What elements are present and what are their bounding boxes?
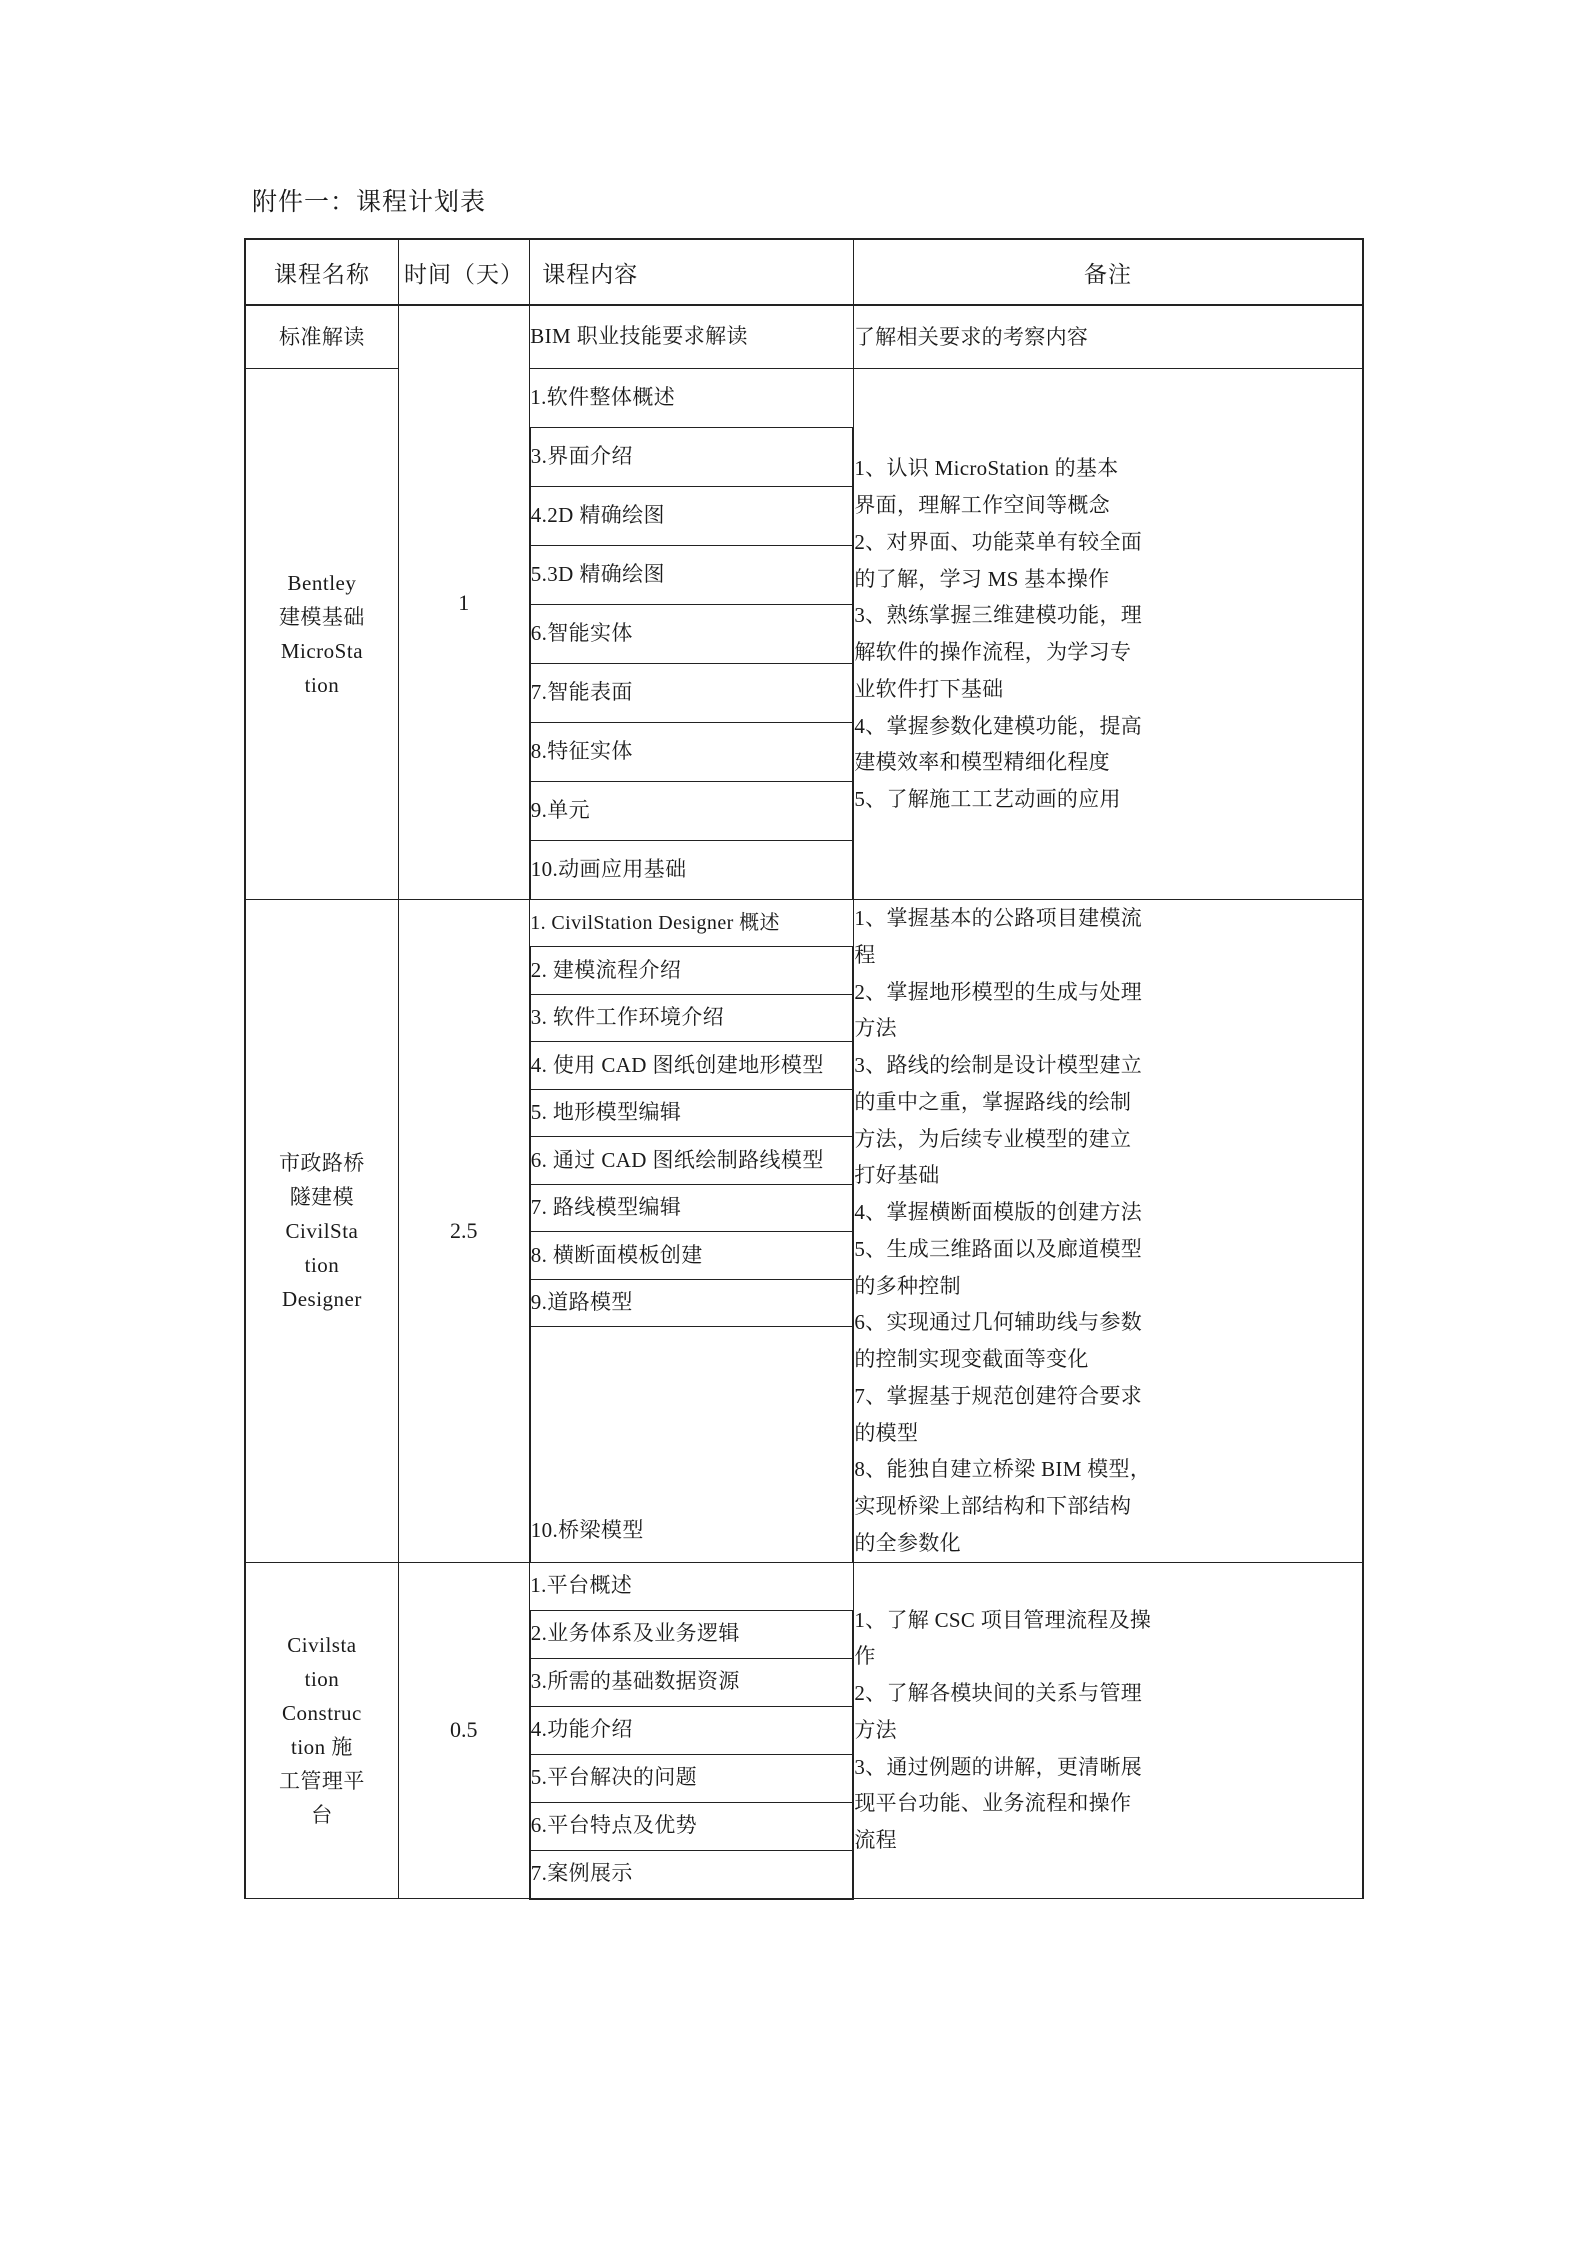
course-name-civilstation-designer: 市政路桥 隧建模 CivilSta tion Designer bbox=[245, 900, 398, 1563]
table-header-row bbox=[245, 239, 1363, 305]
course-remark-standard: 了解相关要求的考察内容 bbox=[853, 305, 1363, 369]
course-content-item: 10.桥梁模型 bbox=[530, 1327, 854, 1562]
course-content-item: 3.所需的基础数据资源 bbox=[530, 1658, 854, 1706]
course-content-item: 6.平台特点及优势 bbox=[530, 1802, 854, 1850]
course-time-civilstation-designer: 2.5 bbox=[398, 900, 529, 1563]
course-content-item: 4.2D 精确绘图 bbox=[530, 487, 854, 546]
course-content-item: 1.平台概述 bbox=[530, 1562, 854, 1610]
course-name-bentley: Bentley 建模基础 MicroSta tion bbox=[245, 369, 398, 900]
course-content-item: 1.软件整体概述 bbox=[530, 369, 854, 428]
table-row bbox=[245, 1562, 1363, 1610]
course-content-item: 6. 通过 CAD 图纸绘制路线模型 bbox=[530, 1137, 854, 1184]
course-remark-civilstation-construction: 1、了解 CSC 项目管理流程及操 作 2、了解各模块间的关系与管理 方法 3、通过例题的讲解，更清晰展 现平台功能、业务流程和操作 流程 bbox=[853, 1562, 1363, 1899]
course-content-item: 10.动画应用基础 bbox=[530, 841, 854, 900]
course-plan-table bbox=[244, 238, 1364, 1900]
course-content-item: 3. 软件工作环境介绍 bbox=[530, 994, 854, 1041]
course-content-item: 7.案例展示 bbox=[530, 1850, 854, 1899]
document-title: 附件一：课程计划表 bbox=[252, 189, 487, 216]
course-content-item: 1. CivilStation Designer 概述 bbox=[530, 900, 854, 947]
course-content-item: 8.特征实体 bbox=[530, 723, 854, 782]
course-content-item: 3.界面介绍 bbox=[530, 428, 854, 487]
course-name-standard: 标准解读 bbox=[245, 305, 398, 369]
course-content-item: 6.智能实体 bbox=[530, 605, 854, 664]
header-time-days: 时间（天） bbox=[398, 239, 529, 305]
course-content-item: 9.道路模型 bbox=[530, 1279, 854, 1326]
course-content-item: 9.单元 bbox=[530, 782, 854, 841]
course-content-item: 2. 建模流程介绍 bbox=[530, 947, 854, 994]
header-course-name: 课程名称 bbox=[245, 239, 398, 305]
course-time-civilstation-construction: 0.5 bbox=[398, 1562, 529, 1899]
table-row bbox=[245, 900, 1363, 947]
header-course-content: 课程内容 bbox=[530, 239, 854, 305]
course-content-item: 7. 路线模型编辑 bbox=[530, 1184, 854, 1231]
course-content-item: 5.3D 精确绘图 bbox=[530, 546, 854, 605]
course-content-item: 4. 使用 CAD 图纸创建地形模型 bbox=[530, 1042, 854, 1089]
table-row bbox=[245, 305, 1363, 369]
course-content-item: BIM 职业技能要求解读 bbox=[530, 305, 854, 369]
course-remark-civilstation-designer: 1、掌握基本的公路项目建模流 程 2、掌握地形模型的生成与处理 方法 3、路线的绘制是设计模型建立 的重中之重，掌握路线的绘制 方法，为后续专业模型的建立 打好基础 4、掌握横断面模版的创建方法 5、生成三维路面以及廊道模型 的多种控制 6、实现通过几何辅助线与参数 的控制实现变截面等变化 7、掌握基于规范创建符合要求 的模型 8、能独自建立桥梁 BIM 模型， 实现桥梁上部结构和下部结构 的全参数化 bbox=[853, 900, 1363, 1563]
course-time-bentley: 1 bbox=[398, 305, 529, 900]
course-content-item: 7.智能表面 bbox=[530, 664, 854, 723]
course-content-item: 5. 地形模型编辑 bbox=[530, 1089, 854, 1136]
course-remark-bentley: 1、认识 MicroStation 的基本 界面，理解工作空间等概念 2、对界面、功能菜单有较全面 的了解，学习 MS 基本操作 3、熟练掌握三维建模功能，理 解软件的操作流程，为学习专 业软件打下基础 4、掌握参数化建模功能，提高 建模效率和模型精细化程度 5、了解施工工艺动画的应用 bbox=[853, 369, 1363, 900]
course-content-item: 8. 横断面模板创建 bbox=[530, 1232, 854, 1279]
course-content-item: 4.功能介绍 bbox=[530, 1706, 854, 1754]
header-remarks: 备注 bbox=[853, 239, 1363, 305]
course-content-item: 2.业务体系及业务逻辑 bbox=[530, 1610, 854, 1658]
course-content-item: 5.平台解决的问题 bbox=[530, 1754, 854, 1802]
course-name-civilstation-construction: Civilsta tion Construc tion 施 工管理平 台 bbox=[245, 1562, 398, 1899]
